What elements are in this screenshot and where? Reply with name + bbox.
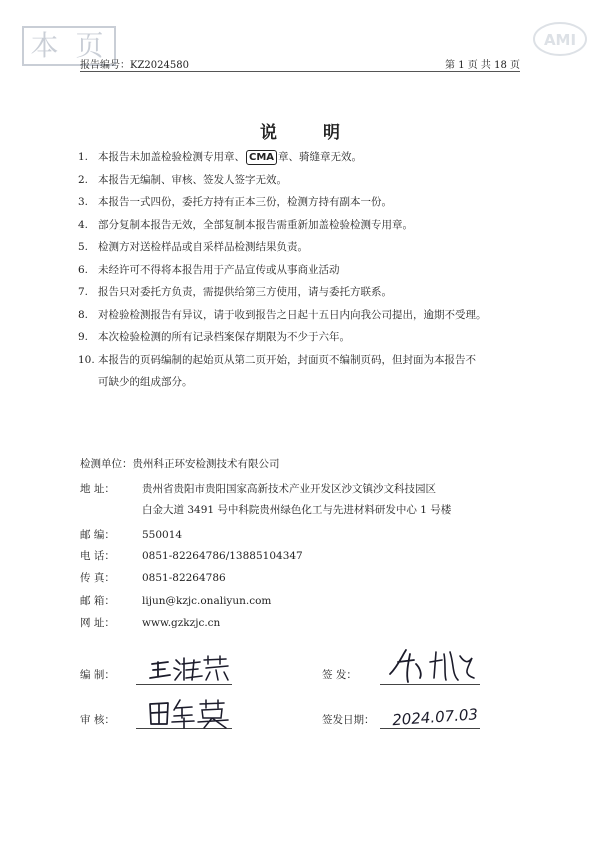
note-item: 1. 本报告未加盖检验检测专用章、 CMA 章、骑缝章无效。 <box>78 151 363 163</box>
page-header <box>80 54 520 70</box>
header-divider <box>80 71 520 72</box>
issue-label: 签 发： <box>322 669 357 681</box>
note-item: 6. 未经许可不得将本报告用于产品宣传或从事商业活动 <box>78 263 340 276</box>
compile-signature-ink <box>146 650 232 684</box>
info-phone: 电 话： 0851-82264786/13885104347 <box>80 550 303 562</box>
review-label: 审 核： <box>80 714 115 726</box>
note-item: 5. 检测方对送检样品或自采样品检测结果负责。 <box>78 241 308 253</box>
info-address: 地 址： 贵州省贵阳市贵阳国家高新技术产业开发区沙文镇沙文科技园区 <box>80 483 436 495</box>
info-unit: 检测单位：贵州科正环安检测技术有限公司 <box>80 458 280 470</box>
issue-date-ink <box>390 700 486 730</box>
info-postcode: 邮 编： 550014 <box>80 529 183 541</box>
notes-list <box>78 146 528 394</box>
review-signature <box>146 696 232 734</box>
logo-watermark-text: AMI <box>543 31 577 49</box>
note-item: 3. 本报告一式四份，委托方持有正本三份，检测方持有副本一份。 <box>78 196 392 208</box>
report-number: 报告编号：KZ2024580 <box>80 60 189 71</box>
issue-date-handwritten <box>390 700 486 734</box>
issue-date-label: 签发日期： <box>322 714 375 726</box>
info-email: 邮 箱： lijun@kzjc.onaliyun.com <box>80 595 272 607</box>
compile-signature <box>146 650 232 688</box>
compile-label: 编 制： <box>80 669 115 681</box>
issue-signature-ink <box>384 644 484 684</box>
cma-mark-icon: CMA <box>246 150 277 165</box>
info-fax: 传 真： 0851-82264786 <box>80 572 226 584</box>
page-number: 第 1 页 共 18 页 <box>445 60 520 71</box>
note-item: 9. 本次检验检测的所有记录档案保存期限为不少于六年。 <box>78 331 350 343</box>
info-address-line2: 白金大道 3491 号中科院贵州绿色化工与先进材料研发中心 1 号楼 <box>142 504 452 516</box>
note-item: 2. 本报告无编制、审核、签发人签字无效。 <box>78 173 287 186</box>
corner-stamp-watermark: 本 页 <box>22 26 116 66</box>
page-title: 说 明 <box>260 123 360 143</box>
logo-watermark-icon <box>532 20 588 58</box>
issue-signature <box>384 644 484 688</box>
note-item: 4. 部分复制本报告无效，全部复制本报告需重新加盖检验检测专用章。 <box>78 218 413 231</box>
review-signature-ink <box>146 696 232 730</box>
info-website: 网 址： www.gzkzjc.cn <box>80 617 221 629</box>
note-item: 8. 对检验检测报告有异议，请于收到报告之日起十五日内向我公司提出，逾期不受理。 <box>78 308 487 321</box>
note-item-continued: 可缺少的组成部分。 <box>98 376 193 388</box>
note-item: 10. 本报告的页码编制的起始页从第二页开始，封面页不编制页码，但封面为本报告不 <box>78 353 476 366</box>
issue-date-value: 2024.07.03 <box>391 705 479 730</box>
note-item: 7. 报告只对委托方负责，需提供给第三方使用，请与委托方联系。 <box>78 286 392 298</box>
